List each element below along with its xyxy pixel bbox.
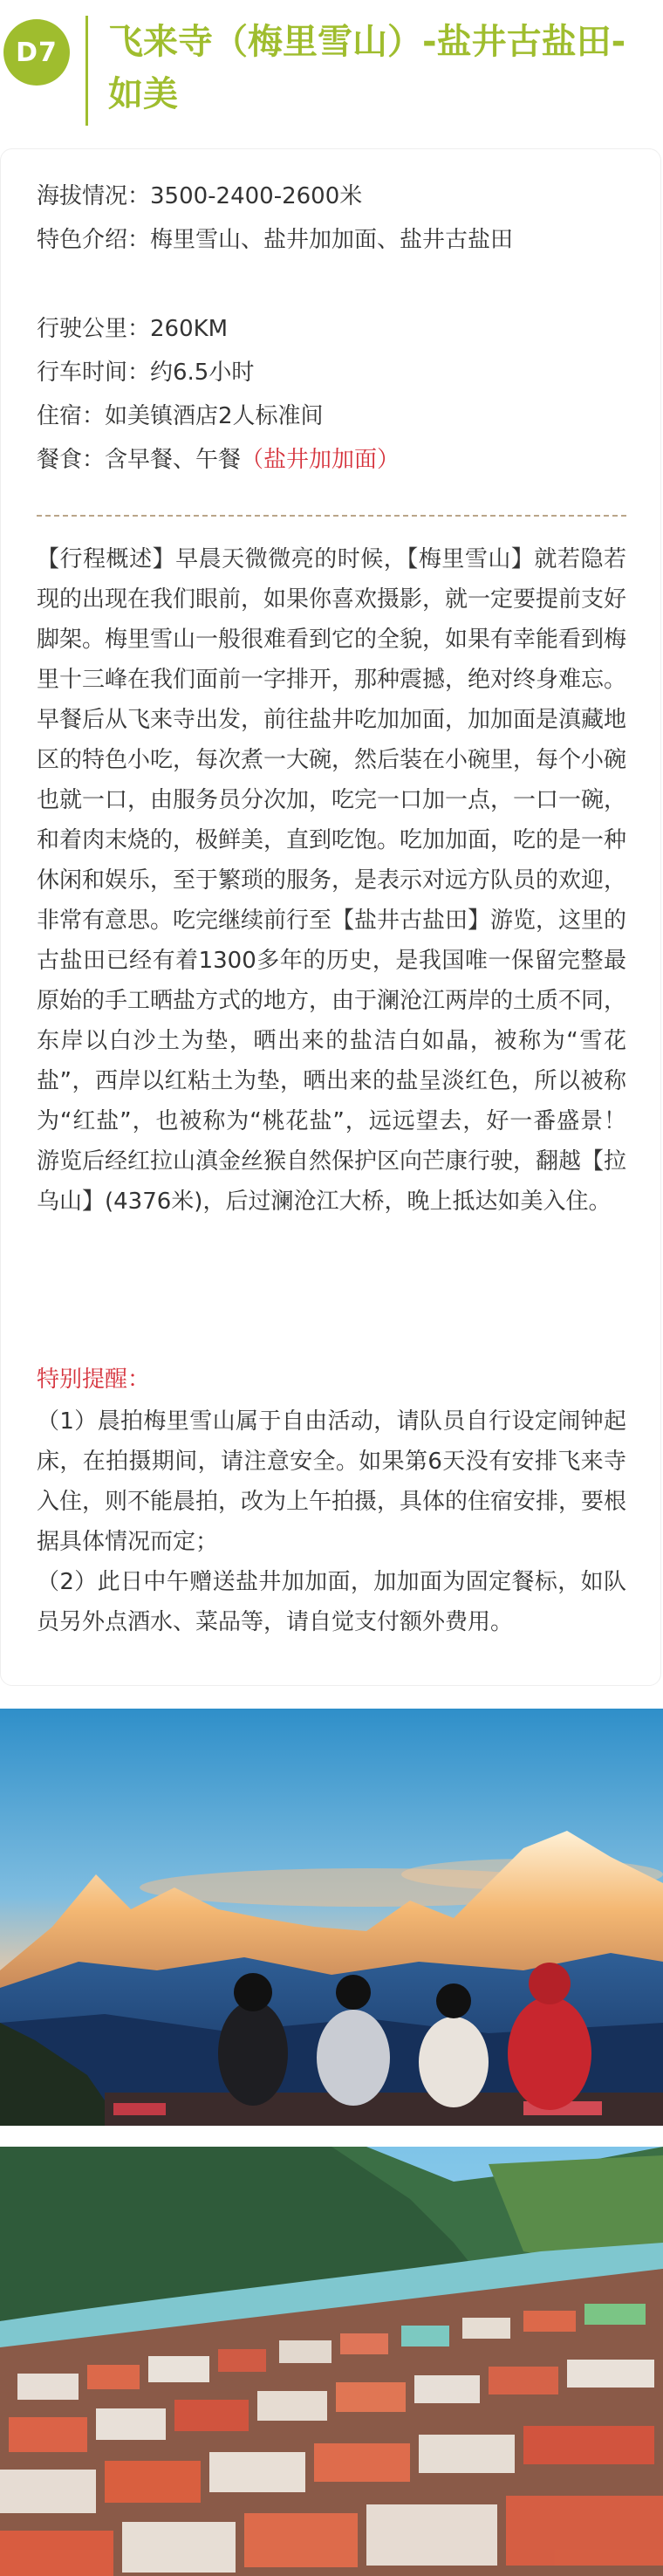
salt-terraces-image xyxy=(0,2147,663,2576)
features-info: 特色介绍：梅里雪山、盐井加加面、盐井古盐田 xyxy=(37,227,514,253)
meals-highlight: （盐井加加面） xyxy=(241,447,400,473)
distance-info: 行驶公里：260KM xyxy=(37,316,229,342)
lodging-info: 住宿：如美镇酒店2人标准间 xyxy=(37,403,324,429)
meals-info xyxy=(37,438,630,482)
note-item: （2）此日中午赠送盐井加加面，加加面为固定餐标，如队员另外点酒水、菜品等，请自觉支付额外费用。 xyxy=(37,1569,626,1635)
day-title: 飞来寺（梅里雪山）-盐井古盐田-如美 xyxy=(108,22,626,114)
dashed-divider xyxy=(37,515,626,517)
meili-snow-mountain-photo xyxy=(0,1709,663,2126)
meals-text: 餐食：含早餐、午餐 xyxy=(37,447,242,473)
altitude-info: 海拔情况：3500-2400-2600米 xyxy=(37,183,363,209)
meili-snow-mountain-image xyxy=(0,1709,663,2126)
drive-time-info: 行车时间：约6.5小时 xyxy=(37,360,255,386)
day-header xyxy=(0,0,663,140)
itinerary-overview: 【行程概述】早晨天微微亮的时候，【梅里雪山】就若隐若现的出现在我们眼前，如果你喜欢摄影，就一定要提前支好脚架。梅里雪山一般很难看到它的全貌，如果有幸能看到梅里十三峰在我们面前一字排开，那种震撼，绝对终身难忘。早餐后从飞来寺出发，前往盐井吃加加面，加加面是滇藏地区的特色小吃，每次煮一大碗，然后装在小碗里，每个小碗也就一口，由服务员分次加，吃完一口加一点，一口一碗，和着肉末烧的，极鲜美，直到吃饱。吃加加面，吃的是一种休闲和娱乐，至于繁琐的服务，是表示对远方队员的欢迎，非常有意思。吃完继续前行至【盐井古盐田】游览，这里的古盐田已经有着1300多年的历史，是我国唯一保留完整最原始的手工晒盐方式的地方，由于澜沧江两岸的土质不同，东岸以白沙土为垫，晒出来的盐洁白如晶，被称为“雪花盐”，西岸以红粘土为垫，晒出来的盐呈淡红色，所以被称为“红盐”，也被称为“桃花盐”，远远望去，好一番盛景！游览后经红拉山滇金丝猴自然保护区向芒康行驶，翻越【拉乌山】(4376米)，后过澜沧江大桥，晚上抵达如美入住。 xyxy=(37,546,627,1215)
note-item: （1）晨拍梅里雪山属于自由活动，请队员自行设定闹钟起床，在拍摄期间，请注意安全。如果第6天没有安排飞来寺入住，则不能晨拍，改为上午拍摄，具体的住宿安排，要根据具体情况而定； xyxy=(37,1408,627,1555)
salt-terraces-photo xyxy=(0,2147,663,2576)
trip-info xyxy=(37,175,630,482)
notes-title: 特别提醒： xyxy=(37,1367,151,1393)
header-divider xyxy=(85,16,88,126)
day-badge: D7 xyxy=(3,19,70,86)
